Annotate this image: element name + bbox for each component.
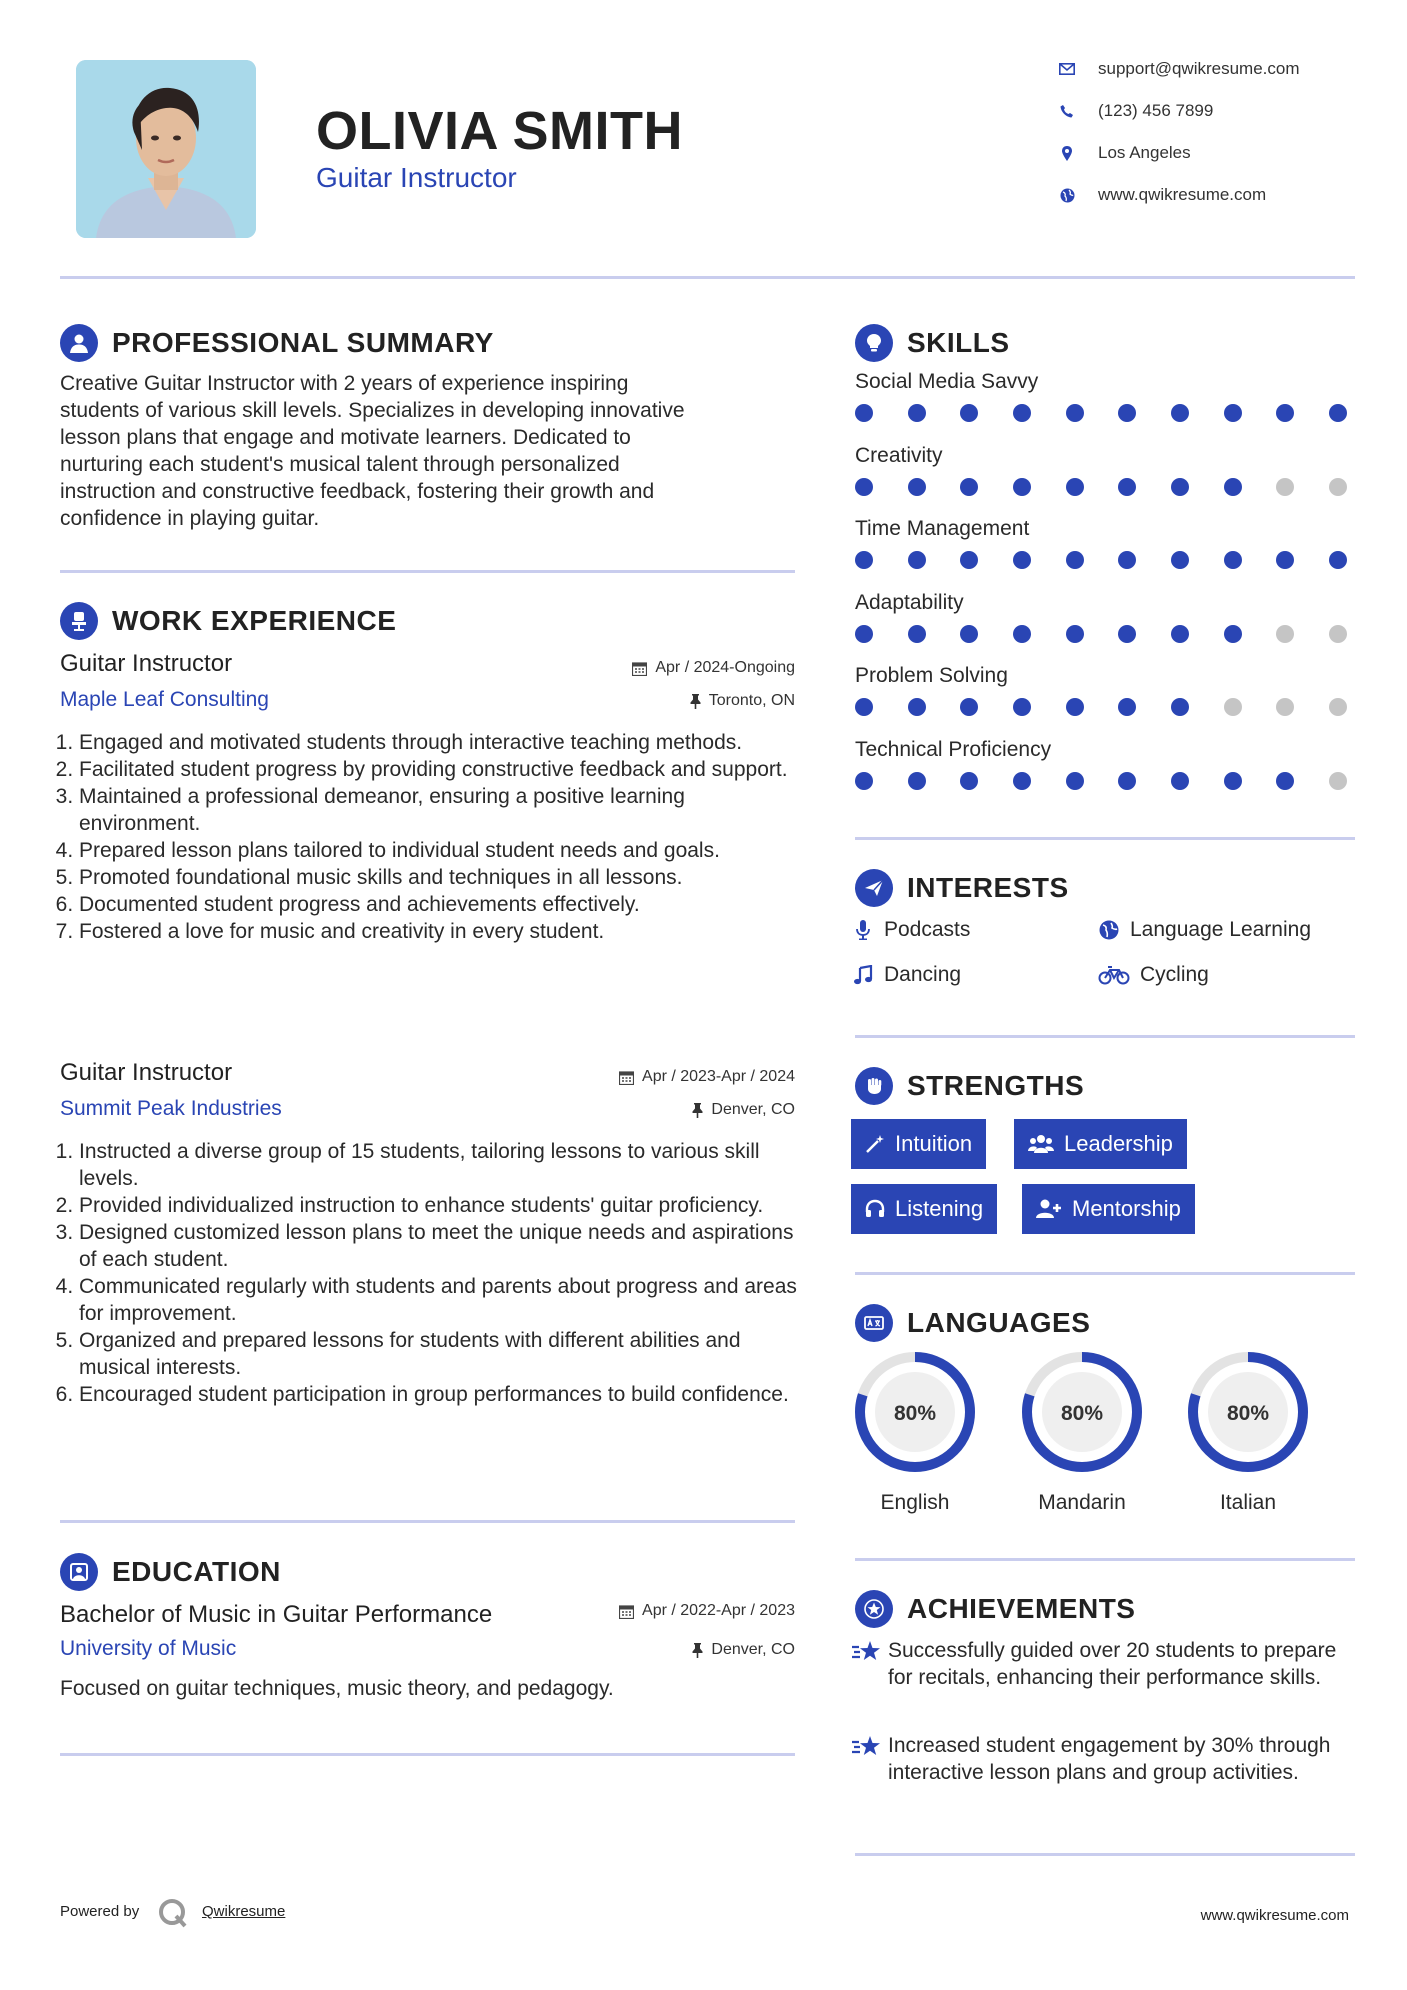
- language-percent: 80%: [893, 1402, 937, 1425]
- skill-row: [855, 517, 1355, 569]
- globe-icon: [1098, 919, 1120, 941]
- pushpin-icon: [692, 1103, 703, 1118]
- calendar-icon: [632, 661, 647, 676]
- rating-dot-filled: [1171, 625, 1189, 643]
- rating-dot-filled: [960, 772, 978, 790]
- rating-dot-filled: [1171, 478, 1189, 496]
- contact-website[interactable]: [1056, 184, 1266, 206]
- rating-dot-empty: [1276, 478, 1294, 496]
- rating-dot-filled: [1013, 478, 1031, 496]
- list-item: 4. Communicated regularly with students and parents about progress and areas for improvement.: [79, 1273, 805, 1327]
- language-percent: 80%: [1226, 1402, 1270, 1425]
- rating-dot-filled: [1224, 478, 1242, 496]
- job-company: Maple Leaf Consulting: [60, 688, 269, 711]
- rating-dot-empty: [1329, 478, 1347, 496]
- list-item: 2. Facilitated student progress by providing constructive feedback and support.: [79, 756, 805, 783]
- interest-label: Cycling: [1140, 963, 1209, 986]
- languages-heading: [855, 1304, 1090, 1342]
- summary-divider: [60, 570, 795, 573]
- rating-dot-empty: [1329, 698, 1347, 716]
- job-title: Guitar Instructor: [60, 650, 233, 677]
- language-name: English: [880, 1491, 950, 1514]
- chair-icon: [60, 602, 98, 640]
- language-item: [1002, 1350, 1162, 1515]
- user-icon: [60, 324, 98, 362]
- user-plus-icon: [1036, 1199, 1062, 1219]
- contact-location: [1056, 142, 1191, 164]
- skill-name: Adaptability: [855, 590, 964, 614]
- lightbulb-icon: [855, 324, 893, 362]
- rating-dot-filled: [1171, 772, 1189, 790]
- rating-dot-filled: [908, 404, 926, 422]
- rating-dot-filled: [960, 478, 978, 496]
- rating-dot-filled: [1171, 404, 1189, 422]
- rating-dot-filled: [1118, 625, 1136, 643]
- education-description: Focused on guitar techniques, music theory, and pedagogy.: [60, 1677, 614, 1700]
- skills-heading: [855, 324, 1010, 362]
- skill-name: Creativity: [855, 443, 943, 467]
- rating-dot-filled: [1329, 404, 1347, 422]
- header-divider: [60, 276, 1355, 279]
- interests-title: INTERESTS: [907, 872, 1069, 903]
- rating-dot-empty: [1276, 698, 1294, 716]
- language-ring: [1168, 1350, 1328, 1474]
- language-ring: [1002, 1350, 1162, 1474]
- skill-rating: [855, 551, 1347, 569]
- rating-dot-filled: [1171, 551, 1189, 569]
- education-date-text: Apr / 2022-Apr / 2023: [642, 1602, 795, 1619]
- language-icon: [855, 1304, 893, 1342]
- achievements-divider: [855, 1853, 1355, 1856]
- interest-label: Podcasts: [884, 918, 971, 941]
- summary-line: nurturing each student's musical talent through personalized: [60, 453, 620, 476]
- list-item: 7. Fostered a love for music and creativity in every student.: [79, 918, 805, 945]
- calendar-icon: [619, 1604, 634, 1619]
- language-name: Italian: [1219, 1491, 1277, 1514]
- website-text: www.qwikresume.com: [1098, 185, 1267, 204]
- strengths-divider: [855, 1272, 1355, 1275]
- degree-title: Bachelor of Music in Guitar Performance: [60, 1601, 493, 1628]
- rating-dot-filled: [1224, 404, 1242, 422]
- skill-row: [855, 370, 1355, 422]
- rating-dot-filled: [908, 698, 926, 716]
- strength-tag: [851, 1119, 986, 1169]
- work-heading: [60, 602, 396, 640]
- rating-dot-filled: [1329, 551, 1347, 569]
- summary-text: [60, 370, 800, 532]
- rating-dot-empty: [1329, 625, 1347, 643]
- job-company: Summit Peak Industries: [60, 1097, 282, 1120]
- summary-line: lesson plans that engage and motivate learners. Dedicated to: [60, 426, 631, 449]
- graduate-icon: [60, 1553, 98, 1591]
- rating-dot-filled: [1118, 478, 1136, 496]
- globe-icon: [1056, 184, 1078, 206]
- location-text: Los Angeles: [1098, 143, 1191, 162]
- education-title: EDUCATION: [112, 1556, 281, 1587]
- rating-dot-filled: [1066, 551, 1084, 569]
- rating-dot-filled: [1066, 772, 1084, 790]
- list-item: 6. Encouraged student participation in group performances to build confidence.: [79, 1381, 805, 1408]
- magic-wand-icon: [865, 1134, 885, 1154]
- summary-title: PROFESSIONAL SUMMARY: [112, 327, 494, 358]
- skill-name: Technical Proficiency: [855, 737, 1052, 761]
- languages-row: [830, 1350, 1350, 1520]
- list-item: 5. Organized and prepared lessons for students with different abilities and musical interests.: [79, 1327, 805, 1381]
- rating-dot-filled: [960, 404, 978, 422]
- rating-dot-filled: [1118, 772, 1136, 790]
- rating-dot-filled: [908, 478, 926, 496]
- interest-label: Dancing: [884, 963, 962, 986]
- skills-title: SKILLS: [907, 327, 1010, 358]
- skills-divider: [855, 837, 1355, 840]
- bicycle-icon: [1098, 964, 1130, 986]
- rating-dot-filled: [855, 551, 873, 569]
- rating-dot-filled: [1118, 551, 1136, 569]
- rating-dot-filled: [1013, 551, 1031, 569]
- rating-dot-filled: [1224, 551, 1242, 569]
- microphone-icon: [852, 919, 874, 941]
- rating-dot-filled: [960, 551, 978, 569]
- strength-tag: [1014, 1119, 1187, 1169]
- interest-item: [852, 963, 961, 987]
- school-name: University of Music: [60, 1637, 237, 1660]
- rating-dot-filled: [855, 404, 873, 422]
- interests-divider: [855, 1035, 1355, 1038]
- rating-dot-filled: [960, 625, 978, 643]
- interest-item: [1098, 963, 1209, 987]
- job-location: [540, 692, 795, 710]
- achievements-title: ACHIEVEMENTS: [907, 1593, 1136, 1624]
- achievement-text: Increased student engagement by 30% through interactive lesson plans and group activities.: [888, 1734, 1331, 1784]
- rating-dot-filled: [1066, 404, 1084, 422]
- list-item: 3. Designed customized lesson plans to meet the unique needs and aspirations of each student.: [79, 1219, 805, 1273]
- map-pin-icon: [1056, 142, 1078, 164]
- rating-dot-filled: [1013, 772, 1031, 790]
- interest-item: [852, 918, 970, 942]
- qwikresume-link[interactable]: Qwikresume: [202, 1903, 286, 1920]
- strength-label: Intuition: [895, 1131, 973, 1156]
- language-item: [835, 1350, 995, 1515]
- language-percent: 80%: [1060, 1402, 1104, 1425]
- achievement-text: Successfully guided over 20 students to prepare for recitals, enhancing their performance skills.: [888, 1639, 1337, 1689]
- job-duties: [60, 1138, 805, 1408]
- rating-dot-filled: [855, 698, 873, 716]
- candidate-role: Guitar Instructor: [316, 162, 517, 193]
- education-date: [540, 1602, 795, 1620]
- skill-rating: [855, 772, 1347, 790]
- education-heading: [60, 1553, 281, 1591]
- rating-dot-filled: [908, 551, 926, 569]
- rating-dot-filled: [1276, 772, 1294, 790]
- languages-divider: [855, 1558, 1355, 1561]
- job-duties: [60, 729, 805, 945]
- qwikresume-logo-icon: [158, 1898, 188, 1933]
- rating-dot-filled: [1118, 404, 1136, 422]
- achievement-item: [852, 1732, 1357, 1786]
- rating-dot-filled: [855, 478, 873, 496]
- rating-dot-filled: [1276, 551, 1294, 569]
- email-text: support@qwikresume.com: [1098, 59, 1300, 78]
- rating-dot-filled: [908, 625, 926, 643]
- skill-name: Problem Solving: [855, 664, 1008, 687]
- rating-dot-filled: [908, 772, 926, 790]
- job-date-text: Apr / 2024-Ongoing: [655, 659, 795, 676]
- list-item: 2. Provided individualized instruction to enhance students' guitar proficiency.: [79, 1192, 805, 1219]
- job-location: [540, 1101, 795, 1119]
- rating-dot-filled: [1013, 625, 1031, 643]
- summary-line: students of various skill levels. Specializes in developing innovative: [60, 399, 685, 422]
- rating-dot-empty: [1276, 625, 1294, 643]
- rating-dot-filled: [1224, 772, 1242, 790]
- pushpin-icon: [690, 694, 701, 709]
- job-date: [540, 659, 795, 677]
- rating-dot-filled: [855, 772, 873, 790]
- education-location-text: Denver, CO: [711, 1641, 795, 1658]
- rating-dot-filled: [1066, 625, 1084, 643]
- work-title: WORK EXPERIENCE: [112, 605, 397, 636]
- rating-dot-empty: [1224, 698, 1242, 716]
- rating-dot-filled: [1013, 698, 1031, 716]
- summary-line: confidence in playing guitar.: [60, 507, 320, 530]
- footer-website-link[interactable]: www.qwikresume.com: [1200, 1907, 1349, 1924]
- strengths-title: STRENGTHS: [907, 1070, 1085, 1101]
- fist-icon: [855, 1067, 893, 1105]
- summary-line: instruction and constructive feedback, fostering their growth and: [60, 480, 655, 503]
- job-location-text: Toronto, ON: [708, 692, 795, 709]
- rating-dot-filled: [855, 625, 873, 643]
- strength-label: Leadership: [1064, 1131, 1173, 1156]
- skill-rating: [855, 698, 1347, 716]
- rating-dot-filled: [1066, 478, 1084, 496]
- contact-phone[interactable]: [1056, 100, 1213, 122]
- interest-label: Language Learning: [1130, 918, 1312, 941]
- shooting-star-icon: [852, 1637, 888, 1691]
- strength-label: Listening: [895, 1196, 984, 1221]
- rating-dot-filled: [1224, 625, 1242, 643]
- music-note-icon: [852, 964, 874, 986]
- list-item: 6. Documented student progress and achievements effectively.: [79, 891, 805, 918]
- list-item: 5. Promoted foundational music skills and techniques in all lessons.: [79, 864, 805, 891]
- skill-rating: [855, 625, 1347, 643]
- rating-dot-filled: [1118, 698, 1136, 716]
- rating-dot-filled: [1276, 404, 1294, 422]
- phone-text: (123) 456 7899: [1098, 101, 1214, 120]
- skill-rating: [855, 478, 1347, 496]
- skill-row: [855, 591, 1355, 643]
- rating-dot-filled: [1013, 404, 1031, 422]
- achievement-item: [852, 1637, 1357, 1691]
- list-item: 1. Engaged and motivated students through interactive teaching methods.: [79, 729, 805, 756]
- language-name: Mandarin: [1038, 1491, 1126, 1514]
- languages-title: LANGUAGES: [907, 1307, 1091, 1338]
- skill-rating: [855, 404, 1347, 422]
- profile-photo: [76, 60, 256, 238]
- education-divider: [60, 1753, 795, 1756]
- strength-tag: [1022, 1184, 1195, 1234]
- skill-name: Social Media Savvy: [855, 370, 1039, 393]
- strength-tag: [851, 1184, 997, 1234]
- shooting-star-icon: [852, 1732, 888, 1786]
- skill-row: [855, 444, 1355, 496]
- envelope-icon: [1056, 58, 1078, 80]
- education-location: [540, 1641, 795, 1659]
- job-date: [540, 1068, 795, 1086]
- summary-line: Creative Guitar Instructor with 2 years of experience inspiring: [60, 372, 629, 395]
- rating-dot-filled: [960, 698, 978, 716]
- pushpin-icon: [692, 1643, 703, 1658]
- strengths-heading: [855, 1067, 1084, 1105]
- contact-email[interactable]: [1056, 58, 1300, 80]
- work-divider: [60, 1520, 795, 1523]
- powered-by-text: Powered by: [60, 1903, 140, 1920]
- calendar-icon: [619, 1070, 634, 1085]
- job-title: Guitar Instructor: [60, 1059, 233, 1086]
- list-item: 4. Prepared lesson plans tailored to individual student needs and goals.: [79, 837, 805, 864]
- skill-row: [855, 664, 1355, 716]
- job-date-text: Apr / 2023-Apr / 2024: [642, 1068, 795, 1085]
- phone-icon: [1056, 100, 1078, 122]
- skill-name: Time Management: [855, 517, 1030, 540]
- list-item: 1. Instructed a diverse group of 15 students, tailoring lessons to various skill levels.: [79, 1138, 805, 1192]
- interest-item: [1098, 918, 1311, 942]
- star-badge-icon: [855, 1590, 893, 1628]
- candidate-name: OLIVIA SMITH: [316, 101, 683, 161]
- achievements-heading: [855, 1590, 1135, 1628]
- strength-label: Mentorship: [1072, 1196, 1181, 1221]
- list-item: 3. Maintained a professional demeanor, ensuring a positive learning environment.: [79, 783, 805, 837]
- users-icon: [1028, 1134, 1054, 1154]
- job-location-text: Denver, CO: [711, 1101, 795, 1118]
- language-ring: [835, 1350, 995, 1474]
- skill-row: [855, 738, 1355, 790]
- language-item: [1168, 1350, 1328, 1515]
- rating-dot-filled: [1066, 698, 1084, 716]
- summary-heading: [60, 324, 494, 362]
- headphones-icon: [865, 1199, 885, 1219]
- rating-dot-empty: [1329, 772, 1347, 790]
- rating-dot-filled: [1171, 698, 1189, 716]
- interests-heading: [855, 869, 1069, 907]
- paper-plane-icon: [855, 869, 893, 907]
